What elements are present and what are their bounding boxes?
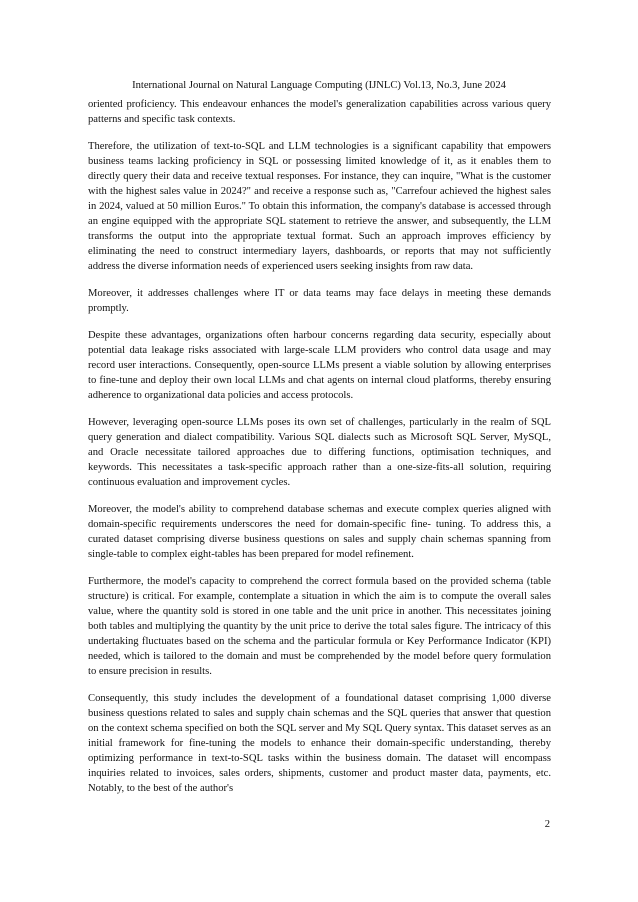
paragraph: Therefore, the utilization of text-to-SQL and LLM technologies is a significant capability that empowers business teams lacking proficiency in SQL or possessing limited knowledge of it, as it enables them to directly query their data and receive textual responses. For instance, they can inquire, "What is the customer with the highest sales value in 2024?" and receive a response such as, "Carrefour achieved the highest sales in 2024, valued at 50 million Euros." To obtain this information, the company's database is accessed through an engine equipped with the appropriate SQL statement to retrieve the answer, and subsequently, the LLM transforms the output into the appropriate textual format. Such an approach improves efficiency by eliminating the need to construct intermediary layers, dashboards, or reports that may not sufficiently address the diverse information needs of experienced users seeking insights from raw data. bbox=[88, 141, 551, 272]
body-text bbox=[88, 97, 551, 808]
paragraph: Moreover, it addresses challenges where IT or data teams may face delays in meeting these demands promptly. bbox=[88, 288, 551, 314]
paragraph: Consequently, this study includes the development of a foundational dataset comprising 1,000 diverse business questions related to sales and supply chain schemas and the SQL queries that answer that question on the context schema specified on both the SQL server and My SQL Query syntax. This dataset serves as an initial framework for fine-tuning the models to enhance their domain-specific understanding, thereby optimizing performance in text-to-SQL tasks within the business domain. The dataset will encompass inquiries related to invoices, sales orders, shipments, customer and product master data, payments, etc. Notably, to the best of the author's bbox=[88, 693, 551, 794]
paragraph: oriented proficiency. This endeavour enhances the model's generalization capabilities across various query patterns and specific task contexts. bbox=[88, 99, 551, 125]
paragraph: Moreover, the model's ability to comprehend database schemas and execute complex queries aligned with domain-specific requirements underscores the need for domain-specific fine- tuning. To address this, a curated dataset comprising diverse business questions on sales and supply chain schemas spanning from single-table to complex eight-tables has been prepared for model refinement. bbox=[88, 504, 551, 560]
paragraph: However, leveraging open-source LLMs poses its own set of challenges, particularly in the realm of SQL query generation and dialect compatibility. Various SQL dialects such as Microsoft SQL Server, MySQL, and Oracle necessitate tailored approaches due to differing functions, optimisation techniques, and keywords. This necessitates a task-specific approach rather than a one-size-fits-all solution, requiring continuous evaluation and improvement cycles. bbox=[88, 417, 551, 488]
paragraph: Despite these advantages, organizations often harbour concerns regarding data security, especially about potential data leakage risks associated with large-scale LLM providers who control data usage and may record user interactions. Consequently, open-source LLMs present a viable solution by allowing enterprises to fine-tune and deploy their own local LLMs and chat agents on internal cloud platforms, thereby ensuring adherence to organizational data policies and access protocols. bbox=[88, 330, 551, 401]
journal-running-header: International Journal on Natural Language Computing (IJNLC) Vol.13, No.3, June 2024 bbox=[132, 80, 506, 91]
paragraph: Furthermore, the model's capacity to comprehend the correct formula based on the provided schema (table structure) is critical. For example, contemplate a situation in which the aim is to compute the overall sales value, where the quantity sold is stored in one table and the unit price in another. This necessitates joining both tables and multiplying the quantity by the unit price to derive the total sales figure. The intricacy of this undertaking fluctuates based on the schema and the particular formula or Key Performance Indicator (KPI) needed, which is tailored to the domain and must be comprehended by the model before query formulation to ensure precision in results. bbox=[88, 576, 551, 677]
page-number: 2 bbox=[544, 819, 550, 830]
